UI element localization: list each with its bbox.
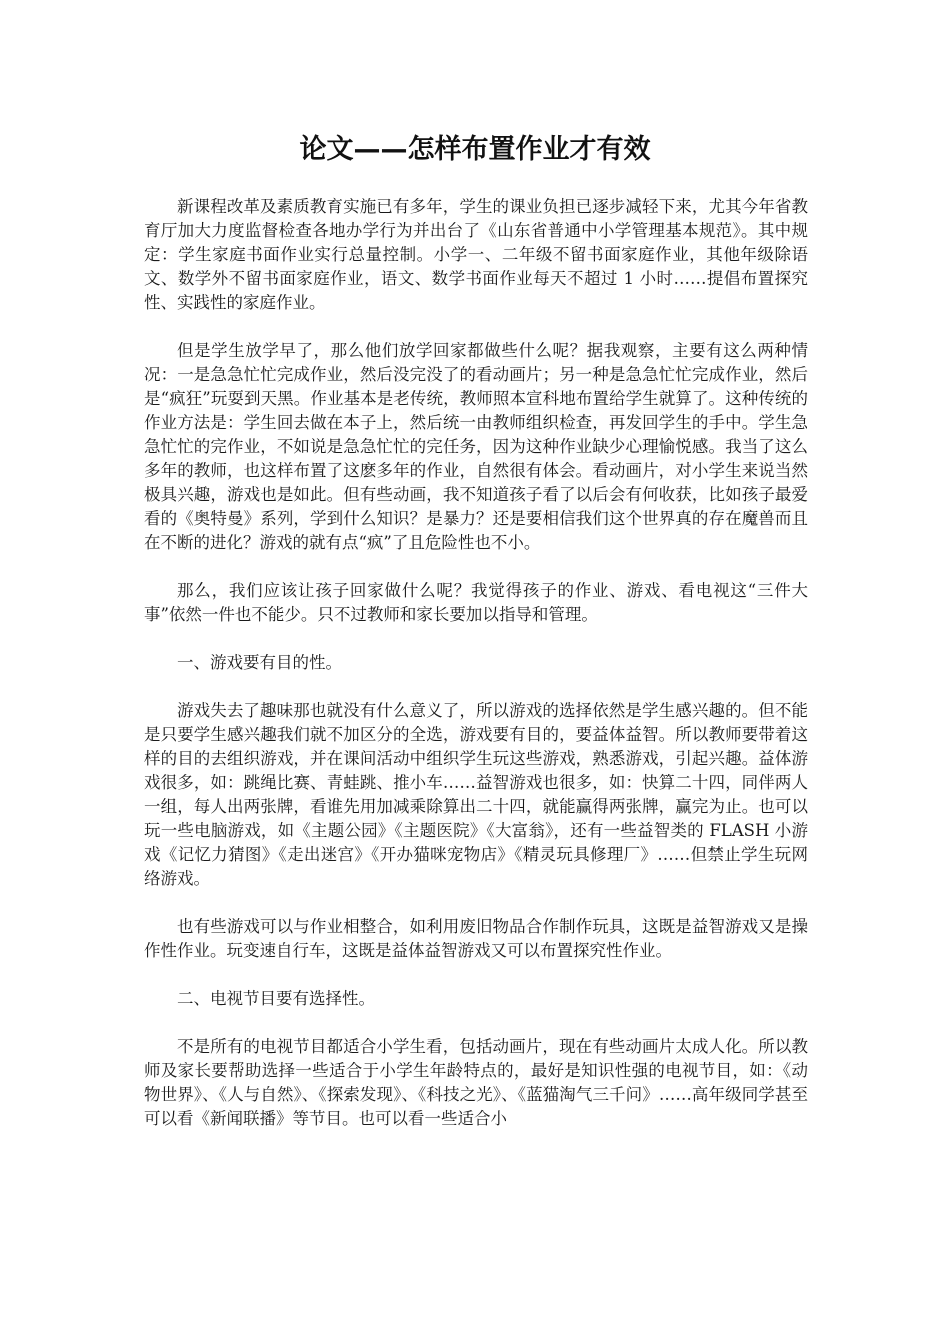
- section-heading-games: 一、游戏要有目的性。: [177, 653, 342, 672]
- section-heading-tv: 二、电视节目要有选择性。: [177, 989, 375, 1008]
- paragraph-games-integration: 也有些游戏可以与作业相整合，如利用废旧物品合作制作玩具，这既是益智游戏又是操作性作业。玩变速自行车，这既是益体益智游戏又可以布置探究性作业。: [144, 917, 808, 960]
- paragraph-question: 那么，我们应该让孩子回家做什么呢？我觉得孩子的作业、游戏、看电视这“三件大事”依然一件也不能少。只不过教师和家长要加以指导和管理。: [144, 581, 808, 624]
- paragraph-tv: 不是所有的电视节目都适合小学生看，包括动画片，现在有些动画片太成人化。所以教师及家长要帮助选择一些适合于小学生年龄特点的，最好是知识性强的电视节目，如：《动物世界》、《人与自然》、《探索发现》、《科技之光》、《蓝猫淘气三千问》……高年级同学甚至可以看《新闻联播》等节目。也可以看一些适合小: [144, 1037, 808, 1128]
- paragraph-observation: 但是学生放学早了，那么他们放学回家都做些什么呢？据我观察，主要有这么两种情况：一是急急忙忙完成作业，然后没完没了的看动画片；另一种是急急忙忙完成作业，然后是“疯狂”玩耍到天黑。作业基本是老传统，教师照本宣科地布置给学生就算了。这种传统的作业方法是：学生回去做在本子上，然后统一由教师组织检查，再发回学生的手中。学生急急忙忙的完作业，不如说是急急忙忙的完任务，因为这种作业缺少心理愉悦感。我当了这么多年的教师，也这样布置了这麽多年的作业，自然很有体会。看动画片，对小学生来说当然极具兴趣，游戏也是如此。但有些动画，我不知道孩子看了以后会有何收获，比如孩子最爱看的《奥特曼》系列，学到什么知识？是暴力？还是要相信我们这个世界真的存在魔兽而且在不断的进化？游戏的就有点“疯”了且危险性也不小。: [144, 341, 808, 552]
- paragraph-games: 游戏失去了趣味那也就没有什么意义了，所以游戏的选择依然是学生感兴趣的。但不能是只要学生感兴趣我们就不加区分的全选，游戏要有目的，要益体益智。所以教师要带着这样的目的去组织游戏，并在课间活动中组织学生玩这些游戏，熟悉游戏，引起兴趣。益体游戏很多，如：跳绳比赛、青蛙跳、推小车……益智游戏也很多，如：快算二十四，同伴两人一组，每人出两张牌，看谁先用加减乘除算出二十四，就能赢得两张牌，赢完为止。也可以玩一些电脑游戏，如《主题公园》《主题医院》《大富翁》，还有一些益智类的 FLASH 小游戏《记忆力猜图》《走出迷宫》《开办猫咪宠物店》《精灵玩具修理厂》……但禁止学生玩网络游戏。: [144, 701, 808, 888]
- document-title: 论文——怎样布置作业才有效: [299, 134, 651, 165]
- document-body: [144, 195, 808, 1155]
- paragraph-intro: 新课程改革及素质教育实施已有多年，学生的课业负担已逐步减轻下来，尤其今年省教育厅加大力度监督检查各地办学行为并出台了《山东省普通中小学管理基本规范》。其中规定：学生家庭书面作业实行总量控制。小学一、二年级不留书面家庭作业，其他年级除语文、数学外不留书面家庭作业，语文、数学书面作业每天不超过 1 小时……提倡布置探究性、实践性的家庭作业。: [144, 197, 808, 312]
